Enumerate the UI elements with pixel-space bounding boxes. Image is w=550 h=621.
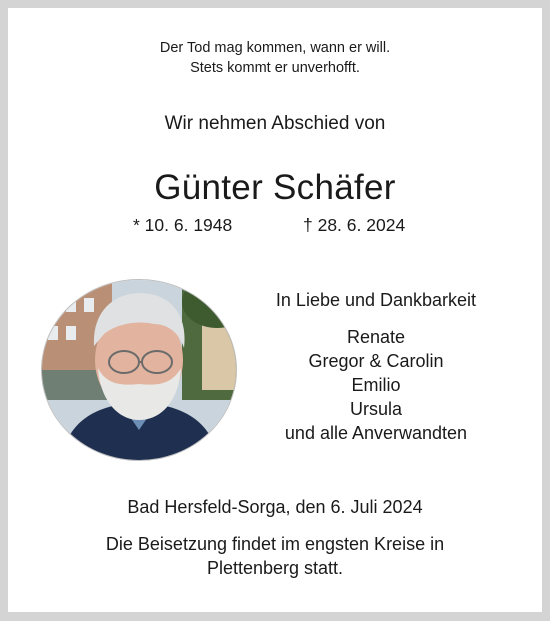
- motto-line-1: Der Tod mag kommen, wann er will.: [159, 40, 391, 56]
- obituary-card: [8, 8, 542, 612]
- mourner-name: Gregor & Carolin: [308, 351, 444, 371]
- mourners-block: [258, 288, 494, 445]
- portrait-illustration: [42, 280, 236, 460]
- mourner-name: Ursula: [349, 399, 402, 419]
- mourners-lead: In Liebe und Dankbarkeit: [275, 290, 477, 310]
- burial-line-2: Plettenberg statt.: [206, 558, 344, 578]
- mourner-name: und alle Anverwandten: [284, 423, 468, 443]
- burial-line-1: Die Beisetzung findet im engsten Kreise in: [105, 534, 445, 554]
- mourner-name: Emilio: [351, 375, 401, 395]
- birth-date: * 10. 6. 1948: [133, 215, 233, 235]
- intro-text: Wir nehmen Abschied von: [164, 113, 386, 134]
- burial-notice: [8, 532, 542, 580]
- place-and-date: Bad Hersfeld-Sorga, den 6. Juli 2024: [127, 497, 423, 517]
- death-date: † 28. 6. 2024: [303, 215, 406, 235]
- portrait-photo: [42, 280, 236, 460]
- mourner-name: Renate: [346, 327, 406, 347]
- motto: [8, 38, 542, 78]
- motto-line-2: Stets kommt er unverhofft.: [190, 60, 360, 76]
- deceased-name: Günter Schäfer: [154, 168, 396, 207]
